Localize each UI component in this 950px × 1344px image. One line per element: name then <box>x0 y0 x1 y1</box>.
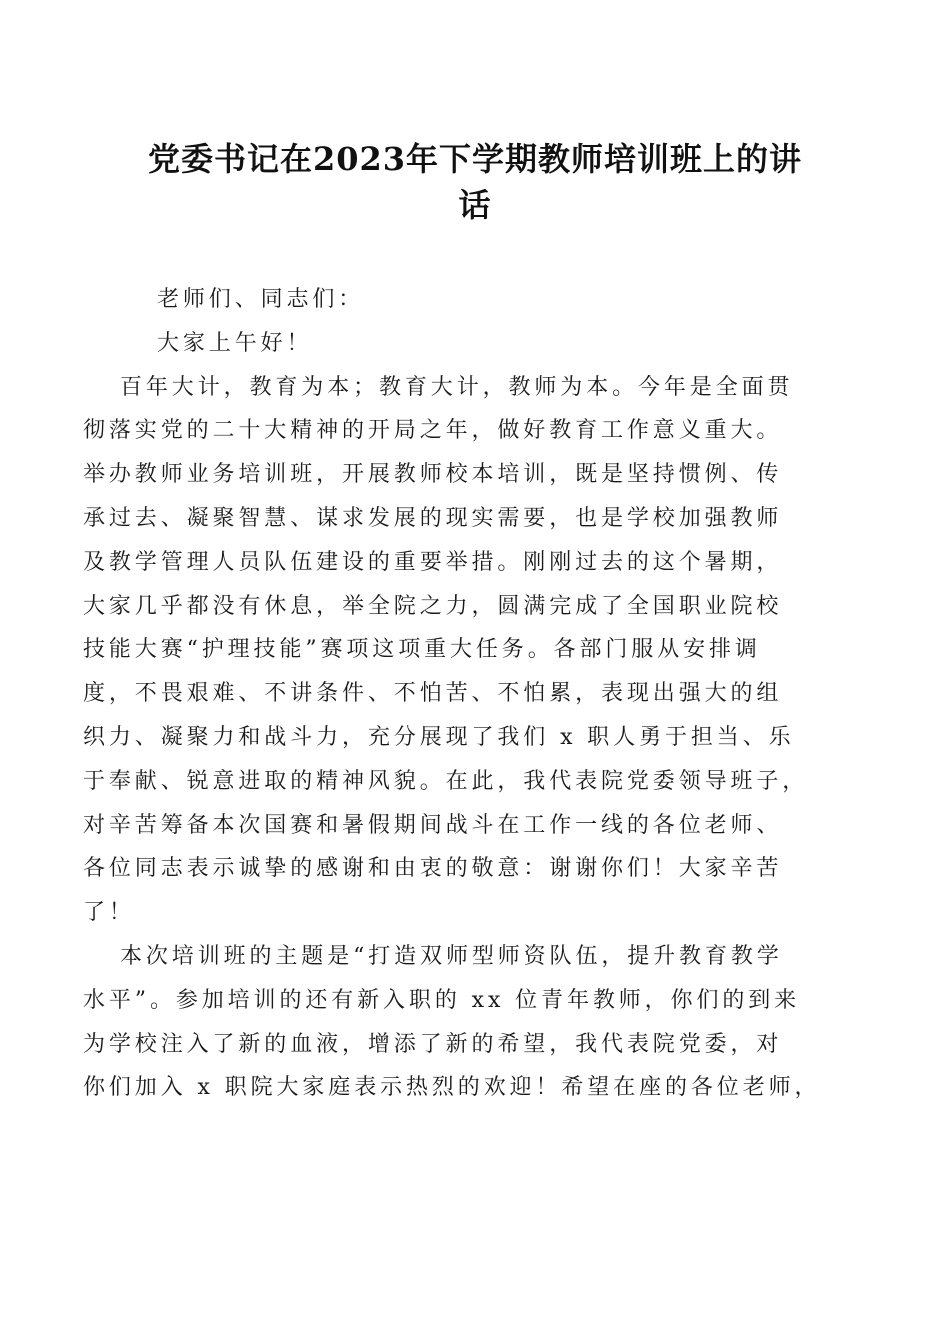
text-line: 本次培训班的主题是“打造双师型师资队伍，提升教育教学 <box>120 943 783 969</box>
text-line: 为学校注入了新的血液，增添了新的希望，我代表院党委，对 <box>83 1031 783 1057</box>
paragraph-2 <box>83 935 838 1110</box>
text-line: 对辛苦筹备本次国赛和暑假期间战斗在工作一线的各位老师、 <box>83 812 783 838</box>
document-title <box>100 136 850 228</box>
text-line: 水平”。参加培训的还有新入职的 xx 位青年教师，你们的到来 <box>83 987 801 1013</box>
text-line: 各位同志表示诚挚的感谢和由衷的敬意：谢谢你们！大家辛苦 <box>83 856 783 882</box>
title-line: 话 <box>458 186 492 224</box>
greeting: 大家上午好！ <box>157 330 313 356</box>
text-line: 技能大赛“护理技能”赛项这项重大任务。各部门服从安排调 <box>83 637 761 663</box>
text-line: 及教学管理人员队伍建设的重要举措。刚刚过去的这个暑期， <box>83 549 783 575</box>
paragraph-1 <box>83 366 838 935</box>
text-line: 了！ <box>83 900 135 926</box>
title-line: 党委书记在2023年下学期教师培训班上的讲 <box>147 140 803 178</box>
text-line: 大家几乎都没有休息，举全院之力，圆满完成了全国职业院校 <box>83 593 783 619</box>
text-line: 彻落实党的二十大精神的开局之年，做好教育工作意义重大。 <box>83 418 783 444</box>
salutation: 老师们、同志们： <box>157 287 365 312</box>
text-line: 你们加入 x 职院大家庭表示热烈的欢迎！希望在座的各位老师， <box>83 1075 821 1101</box>
text-line: 织力、凝聚力和战斗力，充分展现了我们 x 职人勇于担当、乐 <box>83 724 795 750</box>
document-body <box>83 278 838 1110</box>
text-line: 承过去、凝聚智慧、谋求发展的现实需要，也是学校加强教师 <box>83 505 783 531</box>
text-line: 于奉献、锐意进取的精神风貌。在此，我代表院党委领导班子， <box>83 768 809 794</box>
text-line: 举办教师业务培训班，开展教师校本培训，既是坚持惯例、传 <box>83 462 783 488</box>
text-line: 百年大计，教育为本；教育大计，教师为本。今年是全面贯 <box>120 374 794 400</box>
text-line: 度，不畏艰难、不讲条件、不怕苦、不怕累，表现出强大的组 <box>83 681 783 707</box>
